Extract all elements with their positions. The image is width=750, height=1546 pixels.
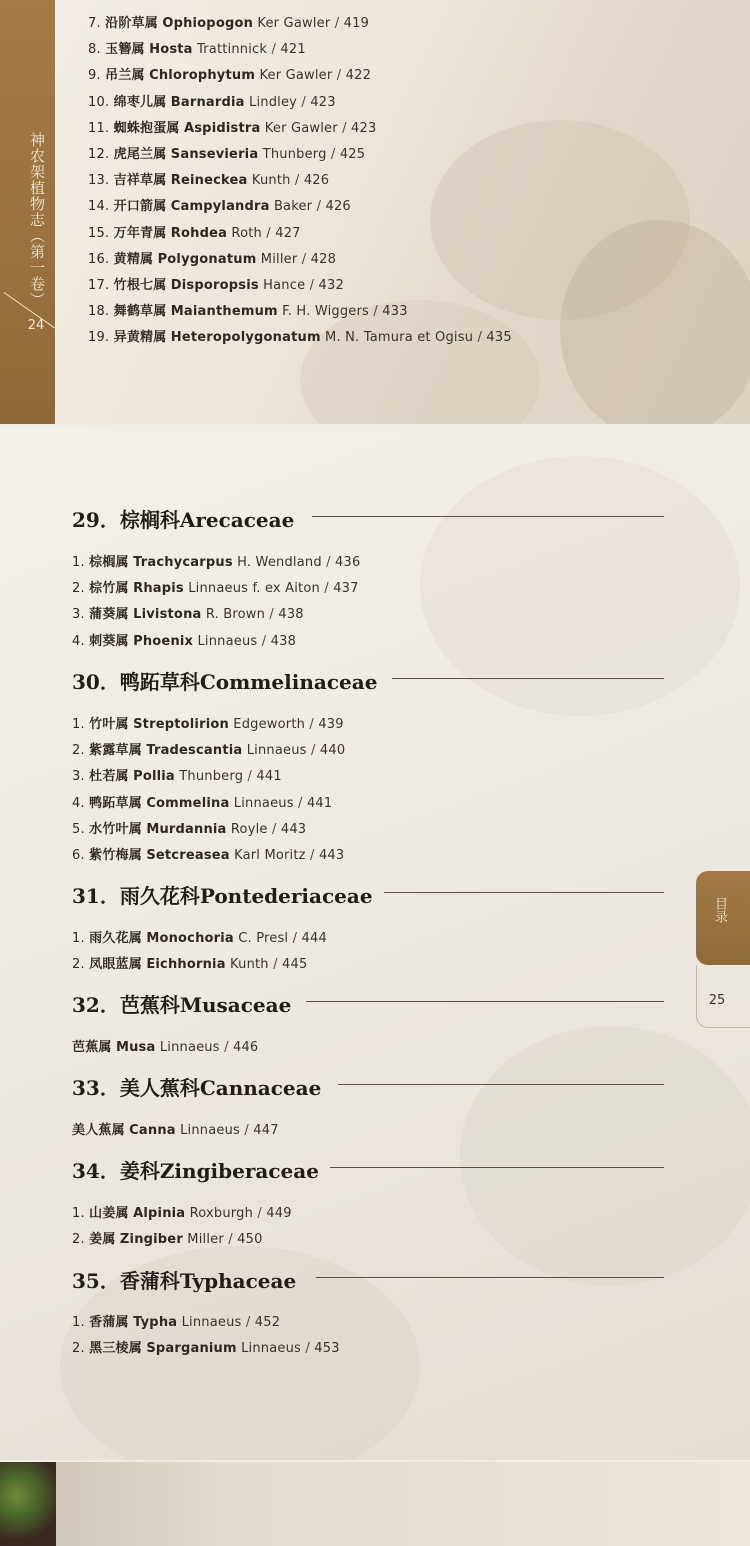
- page-ref: 450: [237, 1232, 263, 1248]
- heading-rule: [384, 892, 664, 893]
- genus-chinese-name: 蜘蛛抱蛋属: [113, 120, 180, 136]
- genus-latin-name: Polygonatum: [157, 251, 257, 267]
- page-separator: /: [297, 251, 311, 267]
- page-ref: 437: [333, 581, 359, 597]
- toc-entry: [88, 64, 371, 83]
- toc-entry: [72, 1228, 263, 1247]
- genus-chinese-name: 刺葵属: [89, 633, 129, 649]
- genus-author: C. Presl: [238, 931, 289, 946]
- toc-entry: [72, 792, 332, 811]
- page-separator: /: [261, 225, 276, 241]
- genus-latin-name: Chlorophytum: [149, 68, 256, 84]
- page-separator: /: [337, 120, 352, 136]
- toc-entry: [72, 818, 306, 837]
- book-title: 神农架植物志（第一卷）: [28, 132, 46, 308]
- page-ref: 438: [278, 607, 304, 623]
- toc-entry: [72, 713, 344, 732]
- page-separator: /: [319, 581, 334, 597]
- page-ref: 423: [351, 120, 377, 136]
- page-ref: 435: [486, 330, 512, 346]
- family-heading: 30．鸭跖草科Commelinaceae: [72, 670, 378, 694]
- genus-author: Ker Gawler: [259, 68, 333, 84]
- genus-author: Linnaeus: [159, 1040, 220, 1055]
- genus-latin-name: Eichhornia: [146, 957, 226, 973]
- genus-latin-name: Aspidistra: [183, 120, 261, 136]
- genus-latin-name: Trachycarpus: [133, 555, 233, 570]
- genus-chinese-name: 吊兰属: [105, 68, 145, 84]
- genus-author: Miller: [260, 251, 298, 267]
- family-heading: 34．姜科Zingiberaceae: [72, 1159, 319, 1183]
- page-ref: 441: [306, 795, 333, 811]
- entry-number: 4.: [72, 633, 85, 649]
- page-ref: 444: [301, 931, 327, 946]
- genus-author: Linnaeus: [181, 1315, 242, 1330]
- entry-number: 1.: [72, 1206, 85, 1221]
- page-separator: /: [305, 278, 319, 293]
- toc-entry: [88, 143, 365, 162]
- page-ref: 446: [232, 1040, 259, 1055]
- genus-chinese-name: 杜若属: [89, 769, 129, 785]
- entry-number: 1.: [72, 717, 85, 732]
- genus-latin-name: Streptolirion: [133, 717, 229, 732]
- entry-number: 19.: [88, 330, 110, 346]
- page-ref: 427: [275, 225, 301, 241]
- genus-chinese-name: 水竹叶属: [89, 821, 142, 837]
- entry-number: 4.: [72, 795, 85, 811]
- entry-number: 11.: [88, 120, 110, 136]
- page-separator: /: [268, 957, 282, 973]
- entry-number: 1.: [72, 931, 85, 946]
- genus-author: Kunth: [251, 173, 291, 189]
- heading-rule: [312, 516, 664, 517]
- toc-entry: [72, 739, 345, 758]
- section-tab-label: 目录: [712, 897, 727, 923]
- genus-latin-name: Phoenix: [133, 633, 194, 649]
- page-ref: 452: [254, 1315, 281, 1330]
- entry-number: 18.: [88, 304, 110, 320]
- page-separator: /: [223, 1232, 238, 1248]
- genus-chinese-name: 黄精属: [113, 251, 154, 267]
- genus-author: Baker: [273, 199, 313, 215]
- genus-author: Linnaeus: [197, 633, 258, 649]
- genus-chinese-name: 吉祥草属: [113, 173, 167, 189]
- heading-rule: [330, 1167, 664, 1168]
- background-leaf: [460, 1026, 750, 1286]
- genus-latin-name: Barnardia: [170, 94, 245, 110]
- genus-latin-name: Monochoria: [146, 931, 234, 946]
- entry-number: 8.: [88, 42, 101, 58]
- page-ref: 453: [314, 1341, 340, 1357]
- entry-number: 3.: [72, 769, 85, 785]
- genus-author: Miller: [187, 1232, 224, 1248]
- genus-latin-name: Maianthemum: [170, 304, 278, 320]
- genus-latin-name: Hosta: [149, 42, 193, 58]
- page-separator: /: [293, 795, 307, 811]
- toc-entry: [72, 1337, 340, 1356]
- genus-chinese-name: 舞鹤草属: [113, 304, 167, 320]
- toc-entry: [72, 630, 296, 649]
- entry-number: 3.: [72, 607, 85, 623]
- entry-number: 16.: [88, 251, 110, 267]
- entry-number: 2.: [72, 1341, 85, 1357]
- genus-author: Lindley: [249, 94, 298, 110]
- toc-entry: [88, 274, 344, 293]
- entry-number: 1.: [72, 555, 85, 570]
- spine-tab: [0, 0, 55, 424]
- page-ref: 423: [310, 94, 336, 110]
- page-ref: 438: [270, 633, 297, 649]
- toc-entry: [72, 953, 307, 972]
- page-separator: /: [240, 1123, 254, 1138]
- background-leaf: [420, 456, 740, 716]
- page-ref: 441: [256, 769, 282, 785]
- genus-chinese-name: 开口箭属: [113, 199, 167, 215]
- toc-entry: [72, 844, 344, 863]
- page-ref: 440: [319, 743, 346, 759]
- toc-entry: [88, 326, 512, 345]
- entry-number: 2.: [72, 957, 85, 973]
- toc-entry: [88, 222, 301, 241]
- genus-latin-name: Sansevieria: [170, 147, 259, 162]
- entry-number: 9.: [88, 68, 101, 84]
- heading-rule: [338, 1084, 664, 1085]
- genus-chinese-name: 黑三棱属: [89, 1341, 142, 1357]
- entry-number: 13.: [88, 173, 110, 189]
- entry-number: 14.: [88, 199, 110, 215]
- page-separator: /: [257, 633, 271, 649]
- genus-author: H. Wendland: [237, 555, 322, 570]
- genus-latin-name: Zingiber: [119, 1232, 183, 1248]
- genus-chinese-name: 绵枣儿属: [113, 94, 167, 110]
- page-ref: 426: [303, 173, 330, 189]
- section-tab: [696, 871, 750, 965]
- genus-author: Hance: [263, 278, 306, 293]
- page-ref: 432: [318, 278, 344, 293]
- toc-entry: [88, 38, 306, 57]
- page-separator: /: [326, 147, 340, 162]
- heading-rule: [306, 1001, 664, 1002]
- genus-chinese-name: 万年青属: [113, 225, 167, 241]
- page-separator: /: [321, 555, 336, 570]
- page-separator: /: [305, 717, 319, 732]
- genus-latin-name: Sparganium: [146, 1341, 237, 1357]
- genus-chinese-name: 玉簪属: [105, 42, 145, 58]
- genus-chinese-name: 异黄精属: [113, 330, 167, 346]
- page-separator: /: [219, 1040, 233, 1055]
- heading-rule: [316, 1277, 664, 1278]
- page-separator: /: [253, 1206, 267, 1221]
- genus-chinese-name: 鸭跖草属: [89, 795, 142, 811]
- toc-entry: [88, 117, 376, 136]
- genus-author: Kunth: [230, 957, 269, 973]
- toc-entry: [88, 91, 336, 110]
- entry-number: 7.: [88, 16, 101, 31]
- genus-chinese-name: 芭蕉属: [72, 1040, 112, 1055]
- page-separator: /: [265, 607, 279, 623]
- toc-entry: [72, 927, 327, 946]
- page-separator: /: [330, 16, 344, 31]
- genus-latin-name: Livistona: [133, 607, 202, 623]
- page-separator: /: [241, 1315, 255, 1330]
- entry-number: 2.: [72, 581, 85, 597]
- page-ref: 445: [282, 957, 308, 973]
- genus-chinese-name: 沿阶草属: [105, 16, 158, 31]
- entry-number: 10.: [88, 94, 110, 110]
- genus-author: Edgeworth: [233, 717, 306, 732]
- page-number: 24: [27, 318, 45, 333]
- next-page-edge: [0, 1462, 750, 1546]
- page-separator: /: [301, 1341, 315, 1357]
- toc-entry: [72, 1036, 258, 1055]
- toc-entry: [72, 603, 304, 622]
- genus-latin-name: Reineckea: [170, 173, 248, 189]
- genus-chinese-name: 竹根七属: [113, 278, 167, 293]
- family-heading: 33．美人蕉科Cannaceae: [72, 1076, 322, 1100]
- page-separator: /: [305, 848, 319, 863]
- page-ref: 422: [345, 68, 372, 84]
- genus-latin-name: Commelina: [146, 795, 230, 811]
- genus-chinese-name: 虎尾兰属: [113, 147, 167, 162]
- toc-entry: [72, 551, 360, 570]
- entry-number: 2.: [72, 743, 85, 759]
- toc-entry: [72, 765, 282, 784]
- genus-latin-name: Musa: [115, 1040, 156, 1055]
- genus-chinese-name: 紫竹梅属: [89, 848, 142, 863]
- genus-chinese-name: 雨久花属: [89, 931, 142, 946]
- genus-chinese-name: 姜属: [89, 1232, 116, 1248]
- genus-author: Karl Moritz: [234, 848, 306, 863]
- entry-number: 2.: [72, 1232, 85, 1248]
- page-separator: /: [312, 199, 326, 215]
- entry-number: 1.: [72, 1315, 85, 1330]
- family-heading: 31．雨久花科Pontederiaceae: [72, 884, 373, 908]
- genus-latin-name: Alpinia: [133, 1206, 186, 1221]
- entry-number: 6.: [72, 848, 85, 863]
- toc-entry: [88, 300, 408, 319]
- genus-chinese-name: 蒲葵属: [89, 607, 129, 623]
- genus-chinese-name: 棕榈属: [89, 555, 129, 570]
- page-ref: 443: [318, 848, 345, 863]
- toc-entry: [72, 1119, 279, 1138]
- genus-latin-name: Setcreasea: [146, 848, 230, 863]
- genus-author: Trattinnick: [197, 42, 268, 58]
- toc-entry: [72, 1311, 280, 1330]
- family-heading: 35．香蒲科Typhaceae: [72, 1269, 297, 1293]
- genus-chinese-name: 紫露草属: [89, 743, 142, 759]
- toc-entry: [88, 169, 329, 188]
- genus-author: Linnaeus f. ex Aiton: [188, 581, 320, 597]
- genus-latin-name: Heteropolygonatum: [170, 330, 321, 346]
- heading-rule: [392, 678, 664, 679]
- page-separator: /: [290, 173, 304, 189]
- page-ref: 436: [335, 555, 361, 570]
- page-ref: 449: [266, 1206, 292, 1221]
- family-heading: 29．棕榈科Arecaceae: [72, 508, 295, 532]
- genus-author: F. H. Wiggers: [282, 304, 370, 320]
- toc-entry: [72, 577, 359, 596]
- genus-chinese-name: 山姜属: [89, 1206, 129, 1221]
- toc-entry: [72, 1202, 292, 1221]
- genus-author: Linnaeus: [246, 743, 307, 759]
- genus-latin-name: Tradescantia: [146, 743, 243, 759]
- genus-author: Linnaeus: [180, 1123, 241, 1138]
- entry-number: 17.: [88, 278, 110, 293]
- genus-author: Linnaeus: [241, 1341, 302, 1357]
- page-ref: 419: [343, 16, 370, 31]
- entry-number: 5.: [72, 821, 85, 837]
- genus-chinese-name: 竹叶属: [89, 717, 129, 732]
- page-separator: /: [332, 68, 346, 84]
- genus-latin-name: Rhapis: [133, 581, 184, 597]
- genus-latin-name: Pollia: [133, 769, 175, 785]
- page-separator: /: [288, 931, 302, 946]
- genus-latin-name: Murdannia: [146, 821, 227, 837]
- page-separator: /: [369, 304, 383, 320]
- genus-author: Linnaeus: [233, 795, 294, 811]
- genus-chinese-name: 棕竹属: [89, 581, 129, 597]
- genus-author: Ker Gawler: [264, 120, 338, 136]
- genus-latin-name: Typha: [133, 1315, 178, 1330]
- page-separator: /: [267, 42, 281, 58]
- toc-entry: [88, 195, 351, 214]
- genus-author: Thunberg: [179, 769, 244, 785]
- family-heading: 32．芭蕉科Musaceae: [72, 993, 292, 1017]
- entry-number: 12.: [88, 147, 110, 162]
- page-ref: 433: [382, 304, 408, 320]
- top-page: [0, 0, 750, 424]
- genus-author: R. Brown: [205, 607, 266, 623]
- genus-latin-name: Rohdea: [170, 225, 228, 241]
- plant-photo: [0, 1462, 56, 1546]
- genus-author: M. N. Tamura et Ogisu: [325, 330, 474, 346]
- page-separator: /: [306, 743, 320, 759]
- genus-chinese-name: 凤眼蓝属: [89, 957, 142, 973]
- toc-entry: [88, 248, 336, 267]
- page-separator: /: [297, 94, 311, 110]
- page-ref: 428: [310, 251, 337, 267]
- genus-latin-name: Campylandra: [170, 199, 270, 215]
- genus-author: Ker Gawler: [257, 16, 331, 31]
- page-separator: /: [473, 330, 487, 346]
- entry-number: 15.: [88, 225, 110, 241]
- page-ref: 421: [280, 42, 306, 58]
- genus-author: Roth: [231, 225, 262, 241]
- genus-author: Thunberg: [262, 147, 327, 162]
- page-ref: 425: [339, 147, 366, 162]
- page-ref: 447: [253, 1123, 279, 1138]
- genus-chinese-name: 香蒲属: [89, 1315, 129, 1330]
- genus-author: Roxburgh: [189, 1206, 254, 1221]
- genus-latin-name: Ophiopogon: [162, 16, 254, 31]
- genus-author: Royle: [230, 821, 268, 837]
- page-ref: 439: [318, 717, 344, 732]
- genus-chinese-name: 美人蕉属: [72, 1123, 125, 1138]
- page-separator: /: [243, 769, 257, 785]
- page-separator: /: [267, 821, 281, 837]
- genus-latin-name: Canna: [129, 1123, 176, 1138]
- page-ref: 443: [280, 821, 307, 837]
- toc-entry: [88, 12, 369, 31]
- page-number: 25: [708, 993, 726, 1008]
- page-ref: 426: [325, 199, 351, 215]
- genus-latin-name: Disporopsis: [170, 278, 259, 293]
